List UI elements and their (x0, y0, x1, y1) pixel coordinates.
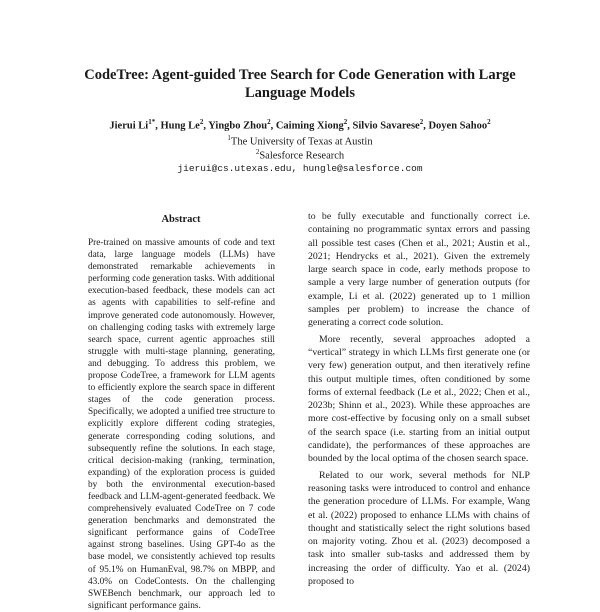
body-paragraph: More recently, several approaches adopted a “vertical” strategy in which LLMs first generate one (or very few) generation output, and then iteratively refine this output multiple times, often conditioned by some forms of external feedback (Le et al., 2022; Chen et al., 2023b; Shinn et al., 2023). While these approaches are more cost-effective by focusing only on a small subset of the search space (i.e. starting from an initial output candidate), the performances of these approaches are bounded by the local optima of the chosen search space. (308, 333, 530, 465)
affiliation-1 (0, 134, 600, 148)
affiliation-2 (0, 148, 600, 162)
author-affil-mark: 1* (148, 118, 156, 126)
author-name: Jierui Li (109, 120, 149, 132)
author-name: Yingbo Zhou (208, 120, 268, 132)
author-name: Hung Le (160, 120, 200, 132)
author-affil-mark: 2 (419, 118, 424, 126)
affil-mark: 2 (255, 148, 260, 156)
abstract-text: Pre-trained on massive amounts of code and text data, large language models (LLMs) have demonstrated remarkable achievements in performing code generation tasks. With additional execution-based feedback, these models can act as agents with capabilities to self-refine and improve generated code autonomously. However, on challenging coding tasks with extremely large search space, current agentic approaches still struggle with multi-stage planning, generating, and debugging. To address this problem, we propose CodeTree, a framework for LLM agents to efficiently explore the search space in different stages of the code generation process. Specifically, we adopted a unified tree structure to explicitly explore different coding strategies, generate corresponding coding solutions, and subsequently refine the solutions. In each stage, critical decision-making (ranking, termination, expanding) of the exploration process is guided by both the environmental execution-based feedback and LLM-agent-generated feedback. We comprehensively evaluated CodeTree on 7 code generation benchmarks and demonstrated the significant performance gains of CodeTree against strong baselines. Using GPT-4o as the base model, we consistently achieved top results of 95.1% on HumanEval, 98.7% on MBPP, and 43.0% on CodeContests. On the challenging SWEBench benchmark, our approach led to significant performance gains. (88, 238, 275, 611)
author-name: Doyen Sahoo (428, 120, 488, 132)
affil-name: The University of Texas at Austin (230, 136, 373, 148)
body-paragraph: Related to our work, several methods for NLP reasoning tasks were introduced to control and enhance the generation procedure of LLMs. For example, Wang et al. (2022) proposed to enhance LLMs with chains of thought and statistically select the right solutions based on majority voting. Zhou et al. (2023) decomposed a task into smaller sub-tasks and addressed them by increasing the order of difficulty. Yao et al. (2024) proposed to (308, 469, 530, 588)
author-name: Silvio Savarese (352, 120, 420, 132)
author-list: Jierui $Li^{1*}$, Hung Le$^2$, Yingbo Zhou$^2$, Caiming Xiong$^2$, Silvio Savarese$^2$, Doyen Sahoo$^2$ (109, 118, 491, 132)
author-affil-mark: 2 (487, 118, 491, 126)
author-affil-mark: 2 (267, 118, 271, 126)
body-paragraph: to be fully executable and functionally correct i.e. containing no programmatic syntax errors and passing all possible test cases (Chen et al., 2021; Austin et al., 2021; Hendrycks et al., 2021). Given the extremely large search space in code, early methods propose to sample a very large number of generation outputs (for example, Li et al. (2022) generated up to 1 million samples per problem) to increase the chance of generating a correct code solution. (308, 211, 530, 329)
affil-name: Salesforce Research (259, 150, 345, 162)
author-affil-mark: 2 (343, 118, 348, 126)
affil-mark: 1 (227, 134, 231, 142)
introduction-column (308, 210, 530, 588)
contact-email: jierui@cs.utexas.edu, hungle@salesforce.com (177, 163, 423, 174)
paper-title: CodeTree: Agent-guided Tree Search for Code Generation with Large Language Models (84, 67, 516, 101)
author-affil-mark: 2 (199, 118, 204, 126)
abstract-heading: Abstract (161, 214, 201, 225)
author-name: Caiming Xiong (275, 120, 344, 132)
